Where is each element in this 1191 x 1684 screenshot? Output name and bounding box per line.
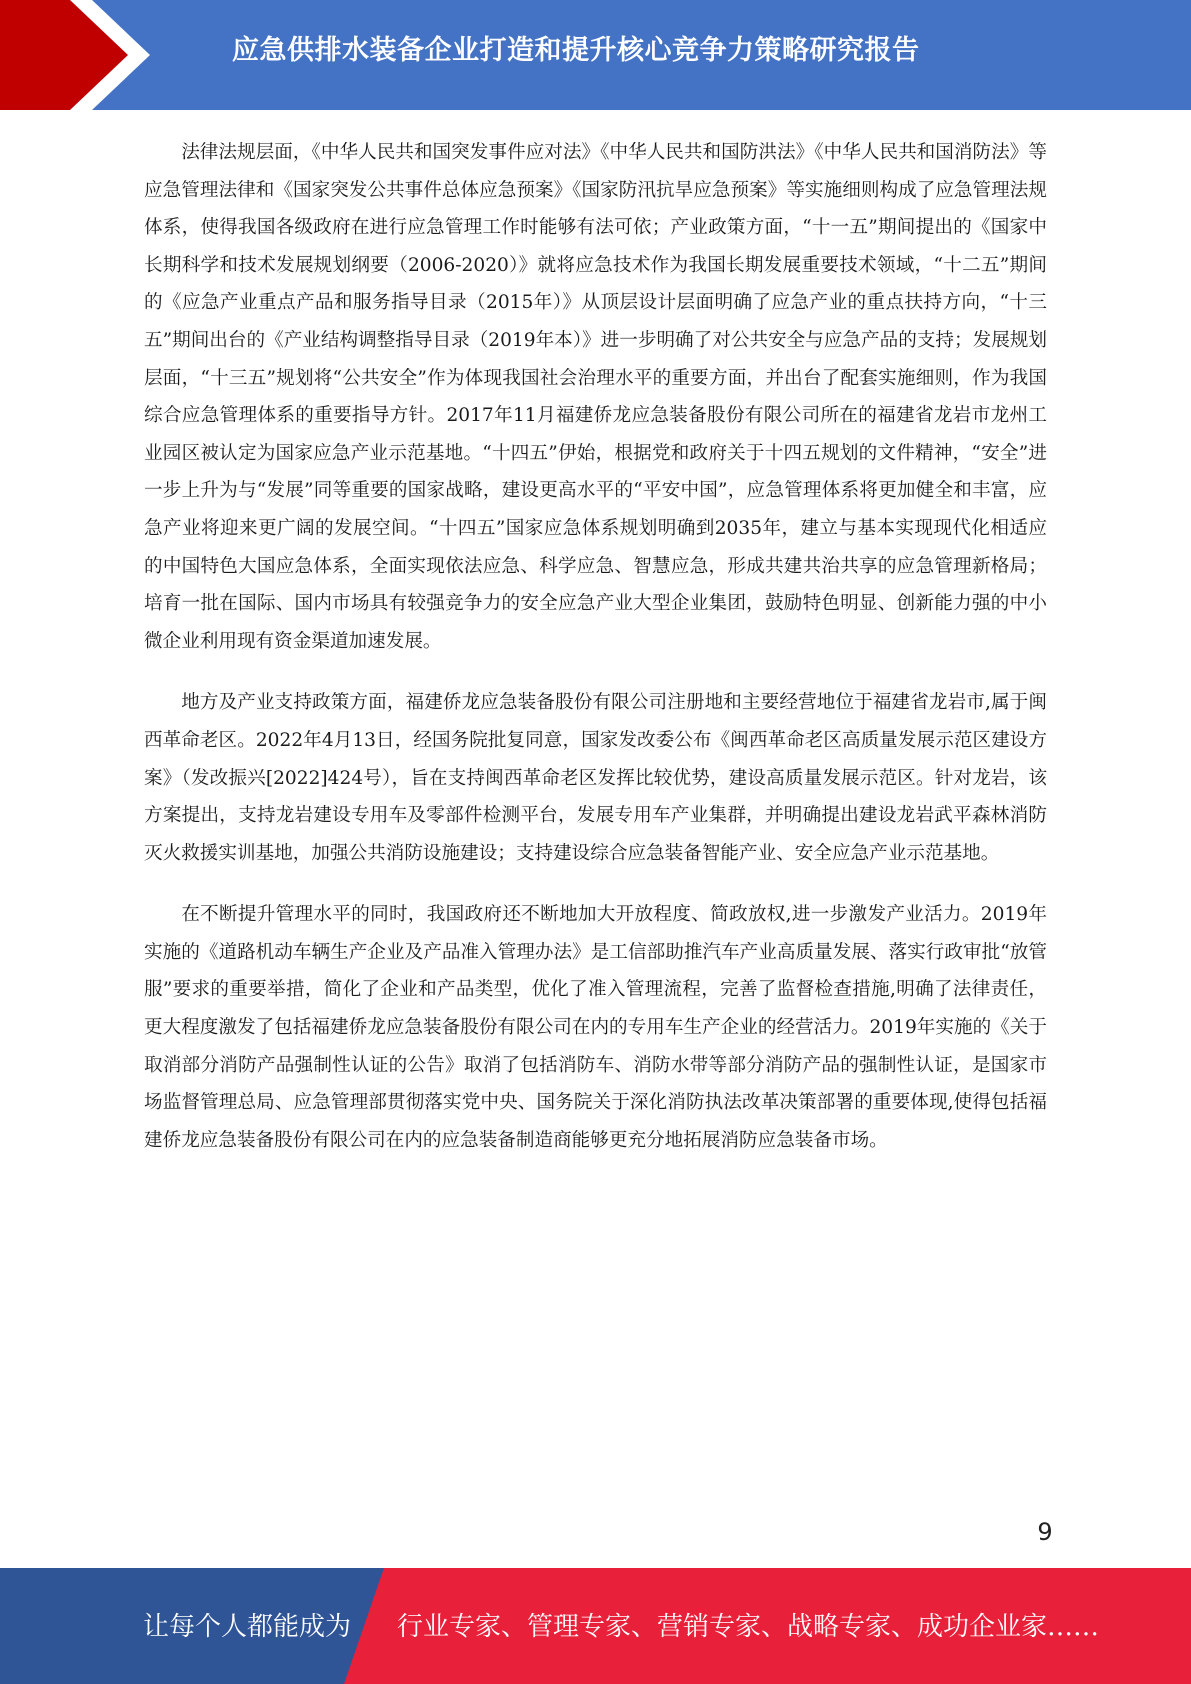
page-header (0, 0, 1191, 110)
header-title: 应急供排水装备企业打造和提升核心竞争力策略研究报告 (232, 35, 920, 66)
page-footer (0, 1568, 1191, 1684)
page-number: 9 (1037, 1518, 1053, 1546)
paragraph-legal-framework: 法律法规层面，《中华人民共和国突发事件应对法》《中华人民共和国防洪法》《中华人民共和国消防法》等应急管理法律和《国家突发公共事件总体应急预案》《国家防汛抗旱应急预案》等实施细则构成了应急管理法规体系，使得我国各级政府在进行应急管理工作时能够有法可依；产业政策方面，“十一五”期间提出的《国家中长期科学和技术发展规划纲要（2006-2020）》就将应急技术作为我国长期发展重要技术领域，“十二五”期间的《应急产业重点产品和服务指导目录（2015年）》从顶层设计层面明确了应急产业的重点扶持方向，“十三五”期间出台的《产业结构调整指导目录（2019年本）》进一步明确了对公共安全与应急产品的支持；发展规划层面，“十三五”规划将“公共安全”作为体现我国社会治理水平的重要方面，并出台了配套实施细则，作为我国综合应急管理体系的重要指导方针。2017年11月福建侨龙应急装备股份有限公司所在的福建省龙岩市龙州工业园区被认定为国家应急产业示范基地。“十四五”伊始，根据党和政府关于十四五规划的文件精神，“安全”进一步上升为与“发展”同等重要的国家战略，建设更高水平的“平安中国”，应急管理体系将更加健全和丰富，应急产业将迎来更广阔的发展空间。“十四五”国家应急体系规划明确到2035年，建立与基本实现现代化相适应的中国特色大国应急体系，全面实现依法应急、科学应急、智慧应急，形成共建共治共享的应急管理新格局；培育一批在国际、国内市场具有较强竞争力的安全应急产业大型企业集团，鼓励特色明显、创新能力强的中小微企业利用现有资金渠道加速发展。 (144, 142, 1047, 652)
paragraph-deregulation: 在不断提升管理水平的同时，我国政府还不断地加大开放程度、简政放权,进一步激发产业活力。2019年实施的《道路机动车辆生产企业及产品准入管理办法》是工信部助推汽车产业高质量发展、落实行政审批“放管服”要求的重要举措，简化了企业和产品类型，优化了准入管理流程，完善了监督检查措施,明确了法律责任，更大程度激发了包括福建侨龙应急装备股份有限公司在内的专用车生产企业的经营活力。2019年实施的《关于取消部分消防产品强制性认证的公告》取消了包括消防车、消防水带等部分消防产品的强制性认证，是国家市场监督管理总局、应急管理部贯彻落实党中央、国务院关于深化消防执法改革决策部署的重要体现,使得包括福建侨龙应急装备股份有限公司在内的应急装备制造商能够更充分地拓展消防应急装备市场。 (144, 904, 1047, 1151)
body-text (144, 134, 1047, 1183)
footer-slogan-right: 行业专家、管理专家、营销专家、战略专家、成功企业家…… (397, 1612, 1100, 1642)
footer-slogan-left: 让每个人都能成为 (143, 1612, 352, 1642)
paragraph-local-policy: 地方及产业支持政策方面，福建侨龙应急装备股份有限公司注册地和主要经营地位于福建省龙岩市,属于闽西革命老区。2022年4月13日，经国务院批复同意，国家发改委公布《闽西革命老区高质量发展示范区建设方案》（发改振兴[2022]424号），旨在支持闽西革命老区发挥比较优势，建设高质量发展示范区。针对龙岩，该方案提出，支持龙岩建设专用车及零部件检测平台，发展专用车产业集群，并明确提出建设龙岩武平森林消防灭火救援实训基地，加强公共消防设施建设；支持建设综合应急装备智能产业、安全应急产业示范基地。 (144, 692, 1047, 864)
